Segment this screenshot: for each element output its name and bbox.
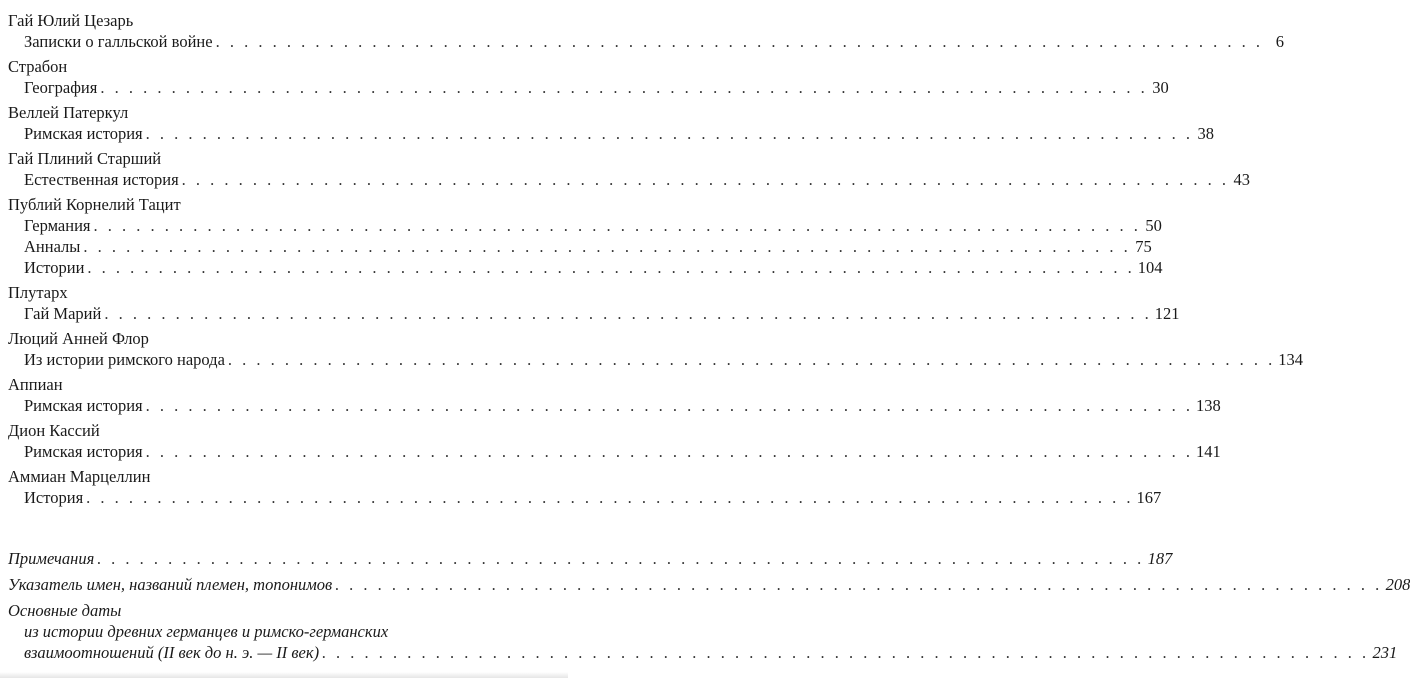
page-number: 134 [1278, 350, 1304, 369]
page-bottom-edge [0, 672, 568, 678]
dot-leader: . . . . . . . . . . . . . . . . . . . . . . . . . . . . . . . . . . . . . . . . . . . . . . . . . . . . . . . . . . . . . . . . . . . . . . . . . . [215, 32, 1263, 51]
toc-section [8, 282, 1180, 324]
page-number: 231 [1372, 643, 1398, 662]
entry-title: Естественная история [24, 170, 179, 189]
toc-entry[interactable] [8, 395, 1221, 416]
entry-title: История [24, 488, 84, 507]
toc-entry[interactable] [8, 441, 1221, 462]
toc-section [8, 194, 1163, 278]
toc-section [8, 466, 1162, 508]
dot-leader: . . . . . . . . . . . . . . . . . . . . . . . . . . . . . . . . . . . . . . . . . . . . . . . . . . . . . . . . . . . . . . . . . . . . . . . . . . [335, 575, 1383, 594]
dot-leader: . . . . . . . . . . . . . . . . . . . . . . . . . . . . . . . . . . . . . . . . . . . . . . . . . . . . . . . . . . . . . . . . . . . . . . . . . . [145, 442, 1194, 461]
author-name: Аммиан Марцеллин [8, 467, 151, 486]
page-number: 6 [1275, 32, 1284, 51]
dot-leader: . . . . . . . . . . . . . . . . . . . . . . . . . . . . . . . . . . . . . . . . . . . . . . . . . . . . . . . . . . . . . . . . . . . . . . . . . . [83, 237, 1131, 256]
toc-section [8, 56, 1169, 98]
toc-entry[interactable] [8, 349, 1304, 370]
dot-leader: . . . . . . . . . . . . . . . . . . . . . . . . . . . . . . . . . . . . . . . . . . . . . . . . . . . . . . . . . . . . . . . . . . . . . . . . . . [181, 170, 1230, 189]
dot-leader: . . . . . . . . . . . . . . . . . . . . . . . . . . . . . . . . . . . . . . . . . . . . . . . . . . . . . . . . . . . . . . . . . . . . . . . . . . [87, 258, 1135, 277]
toc-entry[interactable] [8, 77, 1169, 98]
entry-subtitle: взаимоотношений (II век до н. э. — II век) [24, 643, 320, 662]
entry-title: Истории [24, 258, 85, 277]
dot-leader: . . . . . . . . . . . . . . . . . . . . . . . . . . . . . . . . . . . . . . . . . . . . . . . . . . . . . . . . . . . . . . . . . . . . . . . . . . [97, 549, 1145, 568]
entry-last-line [8, 642, 1398, 663]
entry-title: География [24, 78, 98, 97]
author-name: Веллей Патеркул [8, 103, 129, 122]
page-number: 43 [1233, 170, 1251, 189]
author-name: Гай Юлий Цезарь [8, 11, 134, 30]
author-name: Плутарх [8, 283, 68, 302]
dot-leader: . . . . . . . . . . . . . . . . . . . . . . . . . . . . . . . . . . . . . . . . . . . . . . . . . . . . . . . . . . . . . . . . . . . . . . . . . . [145, 124, 1194, 143]
entry-title: Гай Марий [24, 304, 102, 323]
entry-title: Римская история [24, 442, 143, 461]
toc-entry[interactable] [8, 303, 1180, 324]
author-name: Страбон [8, 57, 68, 76]
toc-entry[interactable] [8, 487, 1162, 508]
entry-subtitle: из истории древних германцев и римско-германских [24, 622, 389, 641]
toc-section [8, 148, 1251, 190]
toc-entry[interactable] [8, 257, 1163, 278]
page-number: 75 [1135, 237, 1152, 256]
page-number: 208 [1385, 575, 1410, 594]
dot-leader: . . . . . . . . . . . . . . . . . . . . . . . . . . . . . . . . . . . . . . . . . . . . . . . . . . . . . . . . . . . . . . . . . . . . . . . . . . [145, 396, 1194, 415]
page-number: 121 [1154, 304, 1180, 323]
toc-entry-index[interactable] [8, 574, 1410, 595]
author-name: Аппиан [8, 375, 63, 394]
page-number: 167 [1136, 488, 1162, 507]
entry-title: Основные даты [8, 601, 122, 620]
toc-entry[interactable] [8, 169, 1251, 190]
dot-leader: . . . . . . . . . . . . . . . . . . . . . . . . . . . . . . . . . . . . . . . . . . . . . . . . . . . . . . . . . . . . . . . . . . . . . . . . . . [227, 350, 1276, 369]
dot-leader: . . . . . . . . . . . . . . . . . . . . . . . . . . . . . . . . . . . . . . . . . . . . . . . . . . . . . . . . . . . . . . . . . . . . . . . . . . [93, 216, 1141, 235]
table-of-contents [8, 10, 1304, 508]
toc-entry-notes[interactable] [8, 548, 1173, 569]
author-name: Люций Анней Флор [8, 329, 149, 348]
toc-section [8, 102, 1215, 144]
dot-leader: . . . . . . . . . . . . . . . . . . . . . . . . . . . . . . . . . . . . . . . . . . . . . . . . . . . . . . . . . . . . . . . . . . . . . . . . . . [86, 488, 1134, 507]
dot-leader: . . . . . . . . . . . . . . . . . . . . . . . . . . . . . . . . . . . . . . . . . . . . . . . . . . . . . . . . . . . . . . . . . . . . . . . . . . [322, 643, 1370, 662]
author-name: Публий Корнелий Тацит [8, 195, 181, 214]
toc-entry[interactable] [8, 215, 1162, 236]
author-name: Гай Плиний Старший [8, 149, 162, 168]
toc-entry-dates[interactable] [8, 600, 1398, 663]
dot-leader: . . . . . . . . . . . . . . . . . . . . . . . . . . . . . . . . . . . . . . . . . . . . . . . . . . . . . . . . . . . . . . . . . . . . . . . . . . [104, 304, 1152, 323]
entry-title: Анналы [24, 237, 81, 256]
toc-section [8, 328, 1304, 370]
page-number: 50 [1145, 216, 1162, 235]
entry-title: Римская история [24, 396, 143, 415]
toc-section [8, 374, 1221, 416]
toc-section [8, 10, 1284, 52]
page-number: 30 [1152, 78, 1169, 97]
author-name: Дион Кассий [8, 421, 100, 440]
toc-entry[interactable] [8, 31, 1284, 52]
toc-entry[interactable] [8, 236, 1152, 257]
toc-entry[interactable] [8, 123, 1215, 144]
page-number: 38 [1197, 124, 1215, 143]
backmatter-list [8, 548, 1410, 663]
entry-title: Указатель имен, названий племен, топонимов [8, 575, 333, 594]
page-number: 104 [1137, 258, 1163, 277]
page-number: 187 [1147, 549, 1173, 568]
page-number: 141 [1196, 442, 1221, 461]
entry-title: Из истории римского народа [24, 350, 225, 369]
entry-title: Германия [24, 216, 91, 235]
dot-leader: . . . . . . . . . . . . . . . . . . . . . . . . . . . . . . . . . . . . . . . . . . . . . . . . . . . . . . . . . . . . . . . . . . . . . . . . . . [100, 78, 1148, 97]
entry-title: Записки о галльской войне [24, 32, 213, 51]
entry-title: Примечания [8, 549, 95, 568]
entry-title: Римская история [24, 124, 143, 143]
page-number: 138 [1196, 396, 1221, 415]
toc-section [8, 420, 1221, 462]
